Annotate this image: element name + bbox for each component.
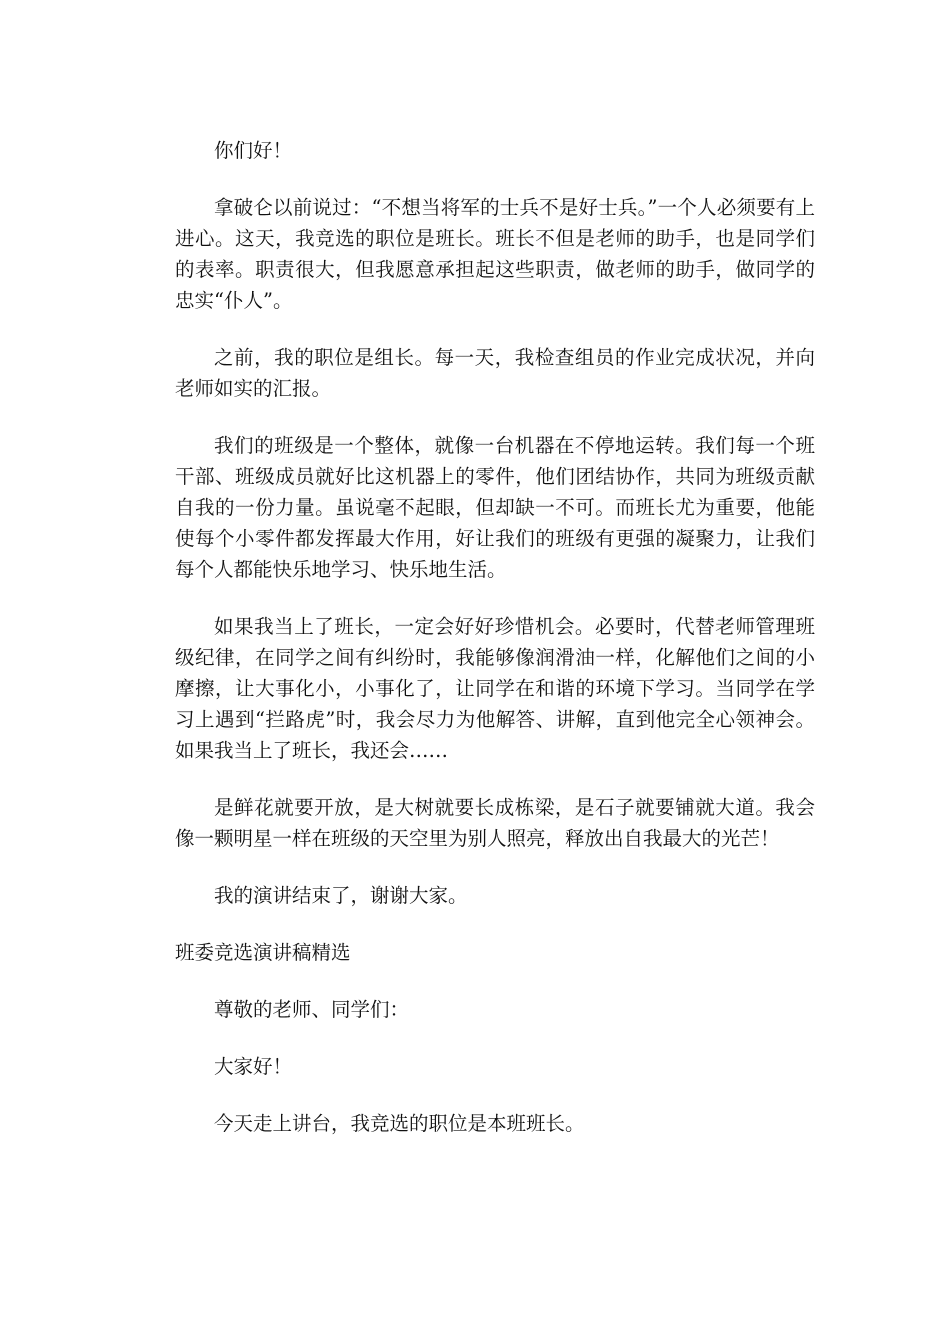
paragraph-running-for-monitor: 今天走上讲台，我竞选的职位是本班班长。: [214, 1112, 585, 1135]
document-body: [175, 135, 815, 1165]
paragraph-greeting: 你们好！: [214, 139, 293, 162]
paragraph-flower-tree: 是鲜花就要开放，是大树就要长成栋梁，是石子就要铺就大道。我会像一颗明星一样在班级的天空里为别人照亮，释放出自我最大的光芒！: [175, 796, 815, 850]
paragraph-if-monitor: 如果我当上了班长，一定会好好珍惜机会。必要时，代替老师管理班级纪律，在同学之间有纠纷时，我能够像润滑油一样，化解他们之间的小摩擦，让大事化小，小事化了，让同学在和谐的环境下学习。当同学在学习上遇到“拦路虎”时，我会尽力为他解答、讲解，直到他完全心领神会。如果我当上了班长，我还会……: [175, 615, 815, 762]
paragraph-previous-role: 之前，我的职位是组长。每一天，我检查组员的作业完成状况，并向老师如实的汇报。: [175, 346, 815, 400]
paragraph-hello-everyone: 大家好！: [214, 1055, 293, 1078]
section-title: 班委竞选演讲稿精选: [175, 941, 351, 964]
paragraph-napoleon-quote: 拿破仑以前说过：“不想当将军的士兵不是好士兵。”一个人必须要有上进心。这天，我竞选的职位是班长。班长不但是老师的助手，也是同学们的表率。职责很大，但我愿意承担起这些职责，做老师的助手，做同学的忠实“仆人”。: [175, 196, 815, 312]
paragraph-salutation: 尊敬的老师、同学们：: [214, 998, 410, 1021]
paragraph-closing: 我的演讲结束了，谢谢大家。: [214, 884, 468, 907]
paragraph-class-machine: 我们的班级是一个整体，就像一台机器在不停地运转。我们每一个班干部、班级成员就好比这机器上的零件，他们团结协作，共同为班级贡献自我的一份力量。虽说毫不起眼，但却缺一不可。而班长尤为重要，他能使每个小零件都发挥最大作用，好让我们的班级有更强的凝聚力，让我们每个人都能快乐地学习、快乐地生活。: [175, 434, 815, 581]
